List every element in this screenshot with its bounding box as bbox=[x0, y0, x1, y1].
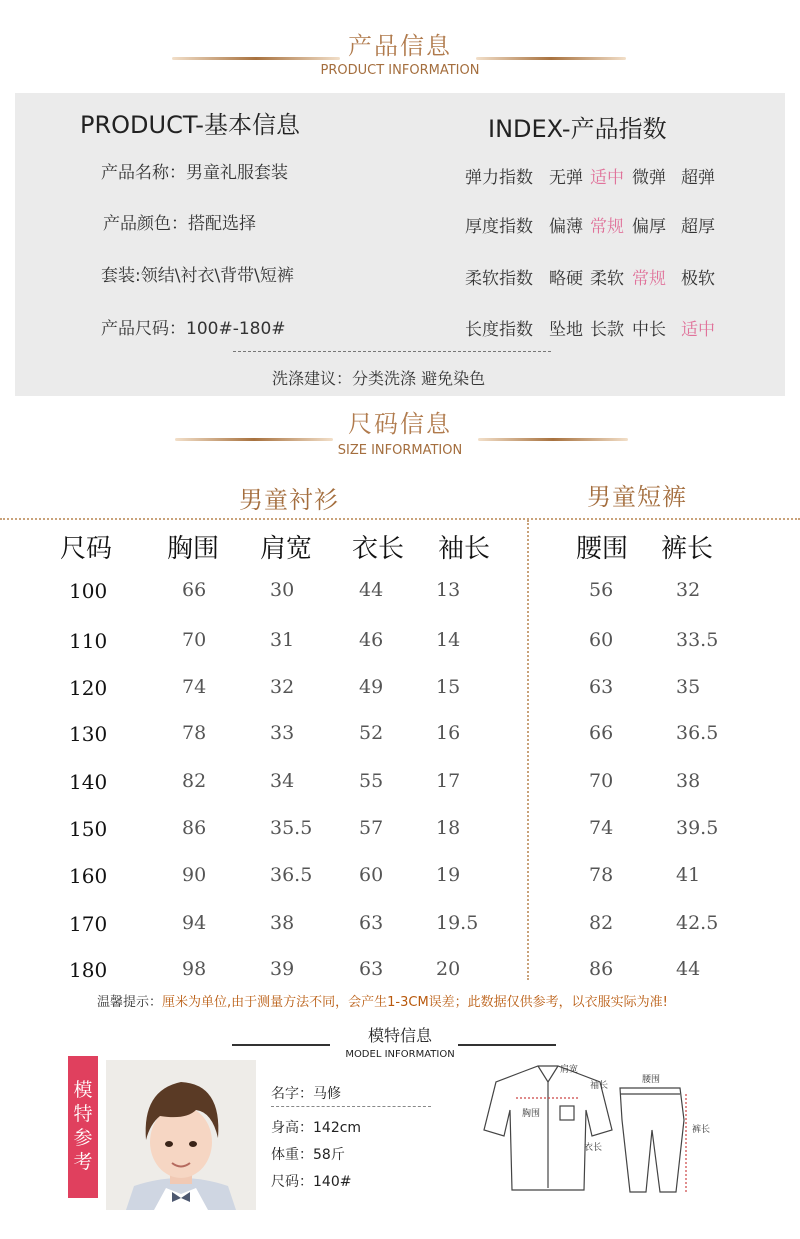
cell-size: 130 bbox=[69, 722, 108, 746]
cell-sleeve: 19 bbox=[436, 864, 461, 886]
cell-size: 150 bbox=[69, 817, 108, 841]
size-info-title: 尺码信息 bbox=[348, 410, 452, 438]
cell-sleeve: 20 bbox=[436, 958, 461, 980]
diagram-label-pants-length: 裤长 bbox=[692, 1125, 711, 1135]
model-divider-left bbox=[232, 1044, 330, 1046]
cell-length: 49 bbox=[359, 676, 384, 698]
cell-sleeve: 14 bbox=[436, 629, 461, 651]
cell-waist: 60 bbox=[589, 629, 614, 651]
basic-row-set: 套装:领结\衬衣\背带\短裤 bbox=[101, 266, 294, 286]
cell-size: 120 bbox=[69, 676, 108, 700]
diagram-label-waist: 腰围 bbox=[642, 1075, 661, 1085]
cell-length: 44 bbox=[359, 579, 384, 601]
index-option: 超弹 bbox=[681, 168, 715, 188]
diagram-label-sleeve: 袖长 bbox=[590, 1081, 609, 1091]
cell-waist: 56 bbox=[589, 579, 614, 601]
header-divider-right bbox=[476, 57, 626, 60]
note-prefix: 温馨提示： bbox=[97, 995, 163, 1010]
cell-chest: 94 bbox=[182, 912, 207, 934]
cell-size: 180 bbox=[69, 958, 108, 982]
index-label: 弹力指数 bbox=[465, 168, 533, 188]
index-option: 中长 bbox=[632, 320, 666, 340]
cell-pants-length: 39.5 bbox=[676, 817, 719, 839]
tag-char: 参 bbox=[73, 1127, 93, 1149]
cell-size: 110 bbox=[69, 629, 108, 653]
cell-shoulder: 39 bbox=[270, 958, 295, 980]
cell-chest: 98 bbox=[182, 958, 207, 980]
cell-pants-length: 38 bbox=[676, 770, 701, 792]
index-option-selected: 常规 bbox=[632, 269, 666, 289]
index-option: 无弹 bbox=[549, 168, 583, 188]
index-option: 超厚 bbox=[681, 217, 715, 237]
model-name-divider bbox=[271, 1106, 431, 1107]
size-divider-left bbox=[175, 438, 333, 441]
index-option: 坠地 bbox=[549, 320, 583, 340]
column-header-length: 衣长 bbox=[352, 534, 405, 564]
column-header-size: 尺码 bbox=[60, 534, 113, 564]
cell-chest: 74 bbox=[182, 676, 207, 698]
basic-info-heading: PRODUCT-基本信息 bbox=[80, 111, 300, 139]
index-option: 极软 bbox=[681, 269, 715, 289]
cell-length: 46 bbox=[359, 629, 384, 651]
cell-shoulder: 31 bbox=[270, 629, 295, 651]
model-name: 名字：马修 bbox=[271, 1086, 341, 1102]
product-info-subtitle: PRODUCT INFORMATION bbox=[320, 63, 480, 78]
cell-chest: 78 bbox=[182, 722, 207, 744]
cell-size: 170 bbox=[69, 912, 108, 936]
diagram-label-length: 衣长 bbox=[584, 1143, 603, 1153]
cell-length: 57 bbox=[359, 817, 384, 839]
model-height: 身高：142cm bbox=[271, 1120, 362, 1136]
size-info-subtitle: SIZE INFORMATION bbox=[337, 443, 463, 458]
model-weight: 体重：58斤 bbox=[271, 1147, 345, 1163]
note-text: 厘米为单位,由于测量方法不同，会产生1-3CM误差；此数据仅供参考，以衣服实际为准! bbox=[162, 995, 668, 1010]
cell-shoulder: 34 bbox=[270, 770, 295, 792]
column-header-waist: 腰围 bbox=[576, 534, 629, 564]
diagram-label-shoulder: 肩宽 bbox=[560, 1065, 579, 1075]
model-photo bbox=[106, 1060, 256, 1210]
shirt-table-title: 男童衬衫 bbox=[239, 486, 339, 514]
cell-length: 52 bbox=[359, 722, 384, 744]
index-label: 柔软指数 bbox=[465, 269, 533, 289]
cell-chest: 90 bbox=[182, 864, 207, 886]
index-option-selected: 适中 bbox=[681, 320, 715, 340]
index-option: 长款 bbox=[590, 320, 624, 340]
shorts-table-title: 男童短裤 bbox=[587, 483, 687, 511]
cell-sleeve: 13 bbox=[436, 579, 461, 601]
index-option: 柔软 bbox=[590, 269, 624, 289]
measurement-diagram bbox=[480, 1060, 720, 1210]
cell-shoulder: 32 bbox=[270, 676, 295, 698]
index-option: 略硬 bbox=[549, 269, 583, 289]
tag-char: 特 bbox=[73, 1103, 93, 1125]
model-size: 尺码：140# bbox=[271, 1174, 352, 1190]
cell-waist: 78 bbox=[589, 864, 614, 886]
index-option: 偏厚 bbox=[632, 217, 666, 237]
model-info-title: 模特信息 bbox=[367, 1026, 432, 1045]
column-header-pants-length: 裤长 bbox=[661, 534, 714, 564]
cell-pants-length: 36.5 bbox=[676, 722, 719, 744]
cell-waist: 82 bbox=[589, 912, 614, 934]
header-divider-left bbox=[172, 57, 340, 60]
size-note bbox=[97, 991, 668, 1010]
cell-pants-length: 33.5 bbox=[676, 629, 719, 651]
cell-waist: 70 bbox=[589, 770, 614, 792]
cell-pants-length: 42.5 bbox=[676, 912, 719, 934]
index-option-selected: 常规 bbox=[590, 217, 624, 237]
basic-row-color: 产品颜色：搭配选择 bbox=[103, 214, 256, 234]
table-column-divider bbox=[527, 520, 529, 980]
cell-sleeve: 19.5 bbox=[436, 912, 479, 934]
cell-waist: 86 bbox=[589, 958, 614, 980]
cell-size: 140 bbox=[69, 770, 108, 794]
cell-chest: 86 bbox=[182, 817, 207, 839]
cell-length: 63 bbox=[359, 958, 384, 980]
cell-sleeve: 17 bbox=[436, 770, 461, 792]
index-label: 长度指数 bbox=[465, 320, 533, 340]
diagram-label-chest: 胸围 bbox=[522, 1109, 541, 1119]
cell-sleeve: 18 bbox=[436, 817, 461, 839]
cell-chest: 70 bbox=[182, 629, 207, 651]
cell-sleeve: 16 bbox=[436, 722, 461, 744]
index-heading: INDEX-产品指数 bbox=[488, 115, 667, 143]
index-option: 微弹 bbox=[632, 168, 666, 188]
cell-length: 63 bbox=[359, 912, 384, 934]
cell-sleeve: 15 bbox=[436, 676, 461, 698]
cell-shoulder: 35.5 bbox=[270, 817, 313, 839]
tag-char: 考 bbox=[73, 1151, 93, 1173]
wash-advice: 洗涤建议：分类洗涤 避免染色 bbox=[272, 369, 486, 388]
cell-length: 55 bbox=[359, 770, 384, 792]
cell-shoulder: 30 bbox=[270, 579, 295, 601]
column-header-sleeve: 袖长 bbox=[438, 534, 491, 564]
cell-pants-length: 41 bbox=[676, 864, 701, 886]
cell-waist: 66 bbox=[589, 722, 614, 744]
product-info-title: 产品信息 bbox=[348, 32, 452, 60]
cell-size: 100 bbox=[69, 579, 108, 603]
column-header-chest: 胸围 bbox=[167, 534, 220, 564]
table-top-border bbox=[0, 518, 800, 520]
cell-pants-length: 35 bbox=[676, 676, 701, 698]
cell-shoulder: 38 bbox=[270, 912, 295, 934]
size-divider-right bbox=[478, 438, 628, 441]
cell-waist: 74 bbox=[589, 817, 614, 839]
cell-pants-length: 44 bbox=[676, 958, 701, 980]
model-divider-right bbox=[458, 1044, 556, 1046]
model-reference-tag bbox=[68, 1056, 98, 1198]
basic-row-size: 产品尺码：100#-180# bbox=[101, 319, 286, 339]
basic-row-name: 产品名称：男童礼服套装 bbox=[101, 163, 288, 183]
column-header-shoulder: 肩宽 bbox=[260, 534, 313, 564]
cell-shoulder: 36.5 bbox=[270, 864, 313, 886]
tag-char: 模 bbox=[73, 1079, 93, 1101]
cell-shoulder: 33 bbox=[270, 722, 295, 744]
cell-chest: 66 bbox=[182, 579, 207, 601]
index-option: 偏薄 bbox=[549, 217, 583, 237]
cell-length: 60 bbox=[359, 864, 384, 886]
cell-pants-length: 32 bbox=[676, 579, 701, 601]
index-label: 厚度指数 bbox=[465, 217, 533, 237]
panel-divider bbox=[233, 351, 551, 352]
cell-chest: 82 bbox=[182, 770, 207, 792]
cell-waist: 63 bbox=[589, 676, 614, 698]
cell-size: 160 bbox=[69, 864, 108, 888]
model-info-subtitle: MODEL INFORMATION bbox=[345, 1049, 455, 1060]
index-option-selected: 适中 bbox=[590, 168, 624, 188]
